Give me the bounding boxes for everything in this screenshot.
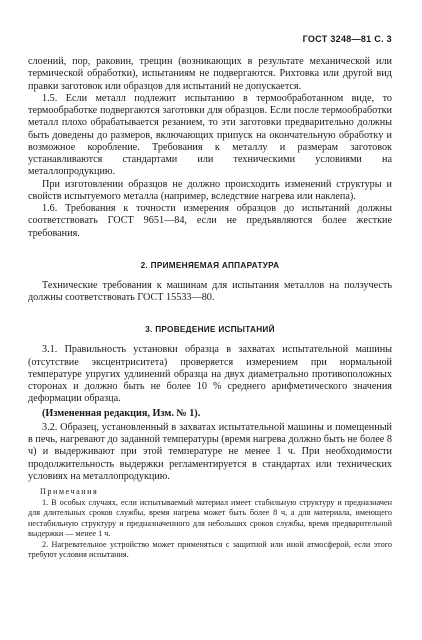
amendment-note: (Измененная редакция, Изм. № 1). xyxy=(42,407,201,419)
section-3-title: 3. ПРОВЕДЕНИЕ ИСПЫТАНИЙ xyxy=(145,325,275,335)
section-2-text: Технические требования к машинам для испытания металлов на ползучесть должны соответствовать ГОСТ 15533—80. xyxy=(28,279,392,303)
note-1: 1. В особых случаях, если испытываемый материал имеет стабильную структуру и предназначен для длительных сроков службы, время нагрева может быть более 8 ч, а для материала, имеющего нестабильную структуру и предназначенного для небольших сроков службы, время предварительной выдержки — менее 1 ч. xyxy=(28,497,392,538)
paragraph-1-5: 1.5. Если металл подлежит испытанию в термообработанном виде, то термообработке подвергаются заготовки для образцов. Если после термообработки металл плохо обрабатывается резанием, то эти заготовки предварительно должны быть доведены до размеров, включающих припуск на окончательную обработку и возможное коробление. Требования к металлу и размерам заготовок устанавливаются стандартами или техническими условиями на металлопродукцию. xyxy=(28,92,392,178)
paragraph-structure: При изготовлении образцов не должно происходить изменений структуры и свойств испытуемого металла (например, вследствие нагрева или наклепа). xyxy=(28,178,392,202)
paragraph-continuation: слоений, пор, раковин, трещин (возникающих в результате механической или термической обработки), испытаниям не подвергаются. Рихтовка или другой вид правки заготовок или образцов для испытаний не допускается. xyxy=(28,56,392,92)
note-2: 2. Нагревательное устройство может применяться с защитной или иной атмосферой, если этого требуют условия испытания. xyxy=(28,539,392,559)
page-header: ГОСТ 3248—81 С. 3 xyxy=(302,34,392,44)
paragraph-1-6: 1.6. Требования к точности измерения образцов до испытаний должны соответствовать ГОСТ 9651—84, если не предъявляются более жесткие требования. xyxy=(28,203,392,239)
paragraph-3-2: 3.2. Образец, установленный в захватах испытательной машины и помещенный в печь, нагревают до заданной температуры (время нагрева должно быть не более 8 ч) и выдерживают при этой температуре не менее 1 ч. При необходимости продолжительность выдержки регламентируется в стандартах или технических условиях на металлопродукцию. xyxy=(28,421,392,482)
section-2-title: 2. ПРИМЕНЯЕМАЯ АППАРАТУРА xyxy=(140,260,280,270)
document-body xyxy=(28,56,392,561)
paragraph-3-1: 3.1. Правильность установки образца в захватах испытательной машины (отсутствие эксцентриситета) проверяется измерением при нормальной температуре упругих удлинений образца на двух диаметрально противоположных сторонах и должно быть не более 10 % среднего арифметического значения деформации образца. xyxy=(28,344,392,405)
notes-block xyxy=(28,487,392,561)
notes-heading: Примечания xyxy=(40,487,99,496)
